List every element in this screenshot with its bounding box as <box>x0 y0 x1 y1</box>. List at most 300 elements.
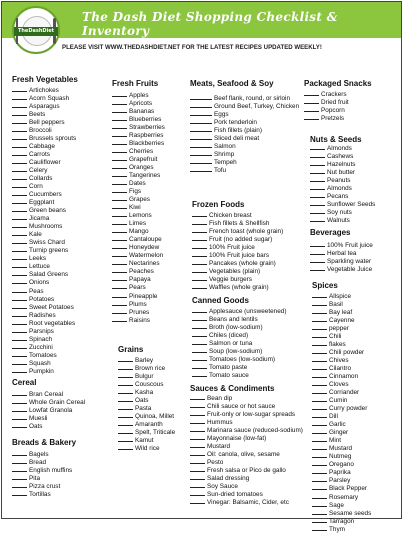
checklist-item[interactable] <box>312 461 354 469</box>
checklist-item[interactable] <box>112 252 163 260</box>
checklist-item[interactable] <box>190 491 263 499</box>
checklist-item[interactable] <box>112 284 146 292</box>
check-line[interactable] <box>12 274 27 276</box>
check-line[interactable] <box>192 335 207 337</box>
check-line[interactable] <box>12 98 27 100</box>
check-line[interactable] <box>112 239 127 241</box>
check-line[interactable] <box>190 486 205 488</box>
check-line[interactable] <box>12 454 27 456</box>
check-line[interactable] <box>312 521 327 523</box>
check-line[interactable] <box>192 223 207 225</box>
checklist-item[interactable] <box>312 317 355 325</box>
checklist-item[interactable] <box>310 185 352 193</box>
checklist-item[interactable] <box>118 381 163 389</box>
check-line[interactable] <box>190 162 212 164</box>
checklist-item[interactable] <box>112 293 157 301</box>
check-line[interactable] <box>112 296 127 298</box>
check-line[interactable] <box>12 323 27 325</box>
check-line[interactable] <box>190 114 212 116</box>
checklist-item[interactable] <box>312 413 338 421</box>
checklist-item[interactable] <box>12 119 65 127</box>
check-line[interactable] <box>190 502 205 504</box>
check-line[interactable] <box>190 98 212 100</box>
check-line[interactable] <box>12 266 27 268</box>
checklist-item[interactable] <box>190 135 259 143</box>
checklist-item[interactable] <box>310 217 350 225</box>
check-line[interactable] <box>12 478 27 480</box>
checklist-item[interactable] <box>312 437 341 445</box>
checklist-item[interactable] <box>12 191 62 199</box>
checklist-item[interactable] <box>12 151 50 159</box>
checklist-item[interactable] <box>12 183 43 191</box>
check-line[interactable] <box>12 138 27 140</box>
check-line[interactable] <box>12 114 27 116</box>
checklist-item[interactable] <box>310 145 352 153</box>
checklist-item[interactable] <box>12 263 50 271</box>
checklist-item[interactable] <box>310 250 357 258</box>
check-line[interactable] <box>112 271 127 273</box>
check-line[interactable] <box>192 279 207 281</box>
check-line[interactable] <box>112 287 127 289</box>
checklist-item[interactable] <box>112 180 146 188</box>
check-line[interactable] <box>12 194 27 196</box>
check-line[interactable] <box>12 426 27 428</box>
checklist-item[interactable] <box>312 357 349 365</box>
check-line[interactable] <box>312 320 327 322</box>
check-line[interactable] <box>12 331 27 333</box>
checklist-item[interactable] <box>192 356 275 364</box>
checklist-item[interactable] <box>310 193 348 201</box>
checklist-item[interactable] <box>312 518 354 526</box>
check-line[interactable] <box>312 400 327 402</box>
checklist-item[interactable] <box>304 115 344 123</box>
check-line[interactable] <box>12 291 27 293</box>
checklist-item[interactable] <box>312 494 358 502</box>
check-line[interactable] <box>112 143 127 145</box>
checklist-item[interactable] <box>312 389 359 397</box>
checklist-item[interactable] <box>190 451 280 459</box>
check-line[interactable] <box>312 360 327 362</box>
check-line[interactable] <box>312 352 327 354</box>
checklist-item[interactable] <box>190 435 266 443</box>
checklist-item[interactable] <box>312 341 346 349</box>
checklist-item[interactable] <box>192 260 276 268</box>
checklist-item[interactable] <box>310 242 373 250</box>
check-line[interactable] <box>192 263 207 265</box>
checklist-item[interactable] <box>192 332 248 340</box>
checklist-item[interactable] <box>112 317 150 325</box>
check-line[interactable] <box>112 191 127 193</box>
check-line[interactable] <box>312 384 327 386</box>
check-line[interactable] <box>112 159 127 161</box>
check-line[interactable] <box>12 226 27 228</box>
checklist-item[interactable] <box>192 220 269 228</box>
check-line[interactable] <box>312 529 327 531</box>
check-line[interactable] <box>192 271 207 273</box>
checklist-item[interactable] <box>112 164 154 172</box>
checklist-item[interactable] <box>312 445 352 453</box>
checklist-item[interactable] <box>12 415 47 423</box>
checklist-item[interactable] <box>304 107 345 115</box>
checklist-item[interactable] <box>118 397 149 405</box>
checklist-item[interactable] <box>312 429 348 437</box>
check-line[interactable] <box>190 438 205 440</box>
checklist-item[interactable] <box>310 161 355 169</box>
check-line[interactable] <box>192 239 207 241</box>
checklist-item[interactable] <box>190 119 257 127</box>
checklist-item[interactable] <box>112 188 141 196</box>
check-line[interactable] <box>192 319 207 321</box>
check-line[interactable] <box>12 210 27 212</box>
checklist-item[interactable] <box>310 209 352 217</box>
checklist-item[interactable] <box>112 100 152 108</box>
checklist-item[interactable] <box>310 201 375 209</box>
checklist-item[interactable] <box>190 167 226 175</box>
checklist-item[interactable] <box>312 397 347 405</box>
check-line[interactable] <box>12 494 27 496</box>
checklist-item[interactable] <box>190 103 299 111</box>
checklist-item[interactable] <box>192 252 269 260</box>
check-line[interactable] <box>310 245 325 247</box>
checklist-item[interactable] <box>12 175 52 183</box>
check-line[interactable] <box>190 414 205 416</box>
checklist-item[interactable] <box>112 124 165 132</box>
check-line[interactable] <box>12 402 27 404</box>
check-line[interactable] <box>112 312 127 314</box>
check-line[interactable] <box>310 180 325 182</box>
checklist-item[interactable] <box>310 169 355 177</box>
checklist-item[interactable] <box>118 389 153 397</box>
checklist-item[interactable] <box>190 395 232 403</box>
checklist-item[interactable] <box>12 167 47 175</box>
checklist-item[interactable] <box>12 271 68 279</box>
checklist-item[interactable] <box>192 268 260 276</box>
check-line[interactable] <box>12 363 27 365</box>
checklist-item[interactable] <box>12 247 68 255</box>
checklist-item[interactable] <box>112 276 151 284</box>
check-line[interactable] <box>12 282 27 284</box>
check-line[interactable] <box>310 220 325 222</box>
checklist-item[interactable] <box>190 151 234 159</box>
check-line[interactable] <box>118 408 133 410</box>
check-line[interactable] <box>312 416 327 418</box>
checklist-item[interactable] <box>190 467 286 475</box>
check-line[interactable] <box>12 307 27 309</box>
check-line[interactable] <box>310 148 325 150</box>
checklist-item[interactable] <box>112 212 152 220</box>
check-line[interactable] <box>192 351 207 353</box>
check-line[interactable] <box>118 360 133 362</box>
check-line[interactable] <box>312 392 327 394</box>
checklist-item[interactable] <box>118 437 153 445</box>
check-line[interactable] <box>312 336 327 338</box>
checklist-item[interactable] <box>312 477 350 485</box>
check-line[interactable] <box>112 279 127 281</box>
check-line[interactable] <box>112 103 127 105</box>
checklist-item[interactable] <box>190 159 237 167</box>
check-line[interactable] <box>310 212 325 214</box>
checklist-item[interactable] <box>190 127 262 135</box>
check-line[interactable] <box>112 231 127 233</box>
checklist-item[interactable] <box>304 99 349 107</box>
check-line[interactable] <box>192 367 207 369</box>
check-line[interactable] <box>310 156 325 158</box>
check-line[interactable] <box>312 424 327 426</box>
checklist-item[interactable] <box>190 411 295 419</box>
checklist-item[interactable] <box>112 260 160 268</box>
check-line[interactable] <box>190 122 212 124</box>
check-line[interactable] <box>12 162 27 164</box>
check-line[interactable] <box>12 299 27 301</box>
check-line[interactable] <box>312 464 327 466</box>
check-line[interactable] <box>12 90 27 92</box>
check-line[interactable] <box>312 304 327 306</box>
check-line[interactable] <box>112 151 127 153</box>
checklist-item[interactable] <box>12 312 56 320</box>
checklist-item[interactable] <box>192 324 263 332</box>
check-line[interactable] <box>310 172 325 174</box>
checklist-item[interactable] <box>12 239 65 247</box>
check-line[interactable] <box>190 146 212 148</box>
check-line[interactable] <box>190 494 205 496</box>
check-line[interactable] <box>304 94 319 96</box>
check-line[interactable] <box>12 410 27 412</box>
check-line[interactable] <box>304 110 319 112</box>
check-line[interactable] <box>12 234 27 236</box>
check-line[interactable] <box>12 347 27 349</box>
check-line[interactable] <box>312 513 327 515</box>
checklist-item[interactable] <box>310 177 350 185</box>
check-line[interactable] <box>118 392 133 394</box>
checklist-item[interactable] <box>312 333 341 341</box>
check-line[interactable] <box>304 118 319 120</box>
checklist-item[interactable] <box>12 451 49 459</box>
check-line[interactable] <box>12 146 27 148</box>
check-line[interactable] <box>112 95 127 97</box>
checklist-item[interactable] <box>112 140 164 148</box>
checklist-item[interactable] <box>190 443 230 451</box>
checklist-item[interactable] <box>12 111 45 119</box>
checklist-item[interactable] <box>112 156 157 164</box>
checklist-item[interactable] <box>12 336 52 344</box>
checklist-item[interactable] <box>12 135 76 143</box>
checklist-item[interactable] <box>12 368 54 376</box>
checklist-item[interactable] <box>190 143 236 151</box>
check-line[interactable] <box>190 470 205 472</box>
checklist-item[interactable] <box>12 159 61 167</box>
check-line[interactable] <box>118 448 133 450</box>
check-line[interactable] <box>112 111 127 113</box>
check-line[interactable] <box>312 328 327 330</box>
checklist-item[interactable] <box>192 316 258 324</box>
check-line[interactable] <box>192 359 207 361</box>
checklist-item[interactable] <box>312 453 351 461</box>
check-line[interactable] <box>118 424 133 426</box>
check-line[interactable] <box>190 406 205 408</box>
checklist-item[interactable] <box>190 403 275 411</box>
checklist-item[interactable] <box>12 475 40 483</box>
check-line[interactable] <box>112 207 127 209</box>
checklist-item[interactable] <box>12 223 62 231</box>
checklist-item[interactable] <box>112 236 162 244</box>
check-line[interactable] <box>312 368 327 370</box>
checklist-item[interactable] <box>312 365 351 373</box>
checklist-item[interactable] <box>12 399 85 407</box>
check-line[interactable] <box>12 418 27 420</box>
checklist-item[interactable] <box>192 372 249 380</box>
check-line[interactable] <box>312 488 327 490</box>
checklist-item[interactable] <box>118 421 163 429</box>
check-line[interactable] <box>118 376 133 378</box>
check-line[interactable] <box>190 398 205 400</box>
checklist-item[interactable] <box>118 413 174 421</box>
check-line[interactable] <box>192 327 207 329</box>
checklist-item[interactable] <box>112 116 161 124</box>
check-line[interactable] <box>12 250 27 252</box>
check-line[interactable] <box>112 135 127 137</box>
check-line[interactable] <box>112 175 127 177</box>
checklist-item[interactable] <box>190 419 233 427</box>
check-line[interactable] <box>118 440 133 442</box>
checklist-item[interactable] <box>12 360 51 368</box>
check-line[interactable] <box>190 422 205 424</box>
check-line[interactable] <box>310 196 325 198</box>
checklist-item[interactable] <box>312 301 343 309</box>
checklist-item[interactable] <box>112 220 146 228</box>
checklist-item[interactable] <box>12 255 46 263</box>
checklist-item[interactable] <box>12 279 49 287</box>
checklist-item[interactable] <box>12 304 74 312</box>
checklist-item[interactable] <box>118 373 153 381</box>
checklist-item[interactable] <box>118 405 151 413</box>
check-line[interactable] <box>312 472 327 474</box>
checklist-item[interactable] <box>12 143 55 151</box>
checklist-item[interactable] <box>12 199 54 207</box>
checklist-item[interactable] <box>190 483 238 491</box>
checklist-item[interactable] <box>190 111 229 119</box>
checklist-item[interactable] <box>312 469 351 477</box>
check-line[interactable] <box>118 416 133 418</box>
check-line[interactable] <box>12 355 27 357</box>
check-line[interactable] <box>112 199 127 201</box>
checklist-item[interactable] <box>312 373 358 381</box>
checklist-item[interactable] <box>12 423 43 431</box>
check-line[interactable] <box>12 486 27 488</box>
checklist-item[interactable] <box>192 364 247 372</box>
check-line[interactable] <box>312 296 327 298</box>
check-line[interactable] <box>192 247 207 249</box>
check-line[interactable] <box>312 344 327 346</box>
check-line[interactable] <box>192 215 207 217</box>
checklist-item[interactable] <box>118 365 165 373</box>
checklist-item[interactable] <box>192 284 269 292</box>
check-line[interactable] <box>310 269 325 271</box>
check-line[interactable] <box>112 215 127 217</box>
check-line[interactable] <box>12 154 27 156</box>
checklist-item[interactable] <box>192 348 262 356</box>
checklist-item[interactable] <box>112 244 159 252</box>
checklist-item[interactable] <box>12 87 59 95</box>
check-line[interactable] <box>12 258 27 260</box>
checklist-item[interactable] <box>304 91 347 99</box>
checklist-item[interactable] <box>118 445 160 453</box>
check-line[interactable] <box>310 188 325 190</box>
checklist-item[interactable] <box>190 499 289 507</box>
check-line[interactable] <box>310 204 325 206</box>
check-line[interactable] <box>12 462 27 464</box>
checklist-item[interactable] <box>12 328 54 336</box>
checklist-item[interactable] <box>310 266 372 274</box>
check-line[interactable] <box>304 102 319 104</box>
check-line[interactable] <box>192 343 207 345</box>
checklist-item[interactable] <box>192 228 283 236</box>
check-line[interactable] <box>192 255 207 257</box>
check-line[interactable] <box>12 218 27 220</box>
checklist-item[interactable] <box>190 459 223 467</box>
checklist-item[interactable] <box>12 483 60 491</box>
checklist-item[interactable] <box>192 308 286 316</box>
check-line[interactable] <box>192 375 207 377</box>
checklist-item[interactable] <box>12 215 49 223</box>
checklist-item[interactable] <box>312 293 351 301</box>
check-line[interactable] <box>112 223 127 225</box>
check-line[interactable] <box>112 183 127 185</box>
check-line[interactable] <box>112 119 127 121</box>
check-line[interactable] <box>112 320 127 322</box>
checklist-item[interactable] <box>112 108 154 116</box>
checklist-item[interactable] <box>12 407 72 415</box>
check-line[interactable] <box>190 170 212 172</box>
check-line[interactable] <box>312 448 327 450</box>
checklist-item[interactable] <box>12 231 42 239</box>
check-line[interactable] <box>12 371 27 373</box>
checklist-item[interactable] <box>12 127 52 135</box>
check-line[interactable] <box>12 315 27 317</box>
checklist-item[interactable] <box>12 103 60 111</box>
check-line[interactable] <box>312 408 327 410</box>
check-line[interactable] <box>310 164 325 166</box>
checklist-item[interactable] <box>192 236 272 244</box>
checklist-item[interactable] <box>12 320 75 328</box>
check-line[interactable] <box>312 432 327 434</box>
check-line[interactable] <box>190 154 212 156</box>
checklist-item[interactable] <box>312 526 345 534</box>
checklist-item[interactable] <box>112 268 154 276</box>
checklist-item[interactable] <box>12 207 66 215</box>
check-line[interactable] <box>12 394 27 396</box>
checklist-item[interactable] <box>192 212 252 220</box>
checklist-item[interactable] <box>190 427 303 435</box>
checklist-item[interactable] <box>312 325 349 333</box>
checklist-item[interactable] <box>310 153 353 161</box>
check-line[interactable] <box>190 138 212 140</box>
checklist-item[interactable] <box>12 352 57 360</box>
check-line[interactable] <box>118 368 133 370</box>
check-line[interactable] <box>112 247 127 249</box>
check-line[interactable] <box>312 505 327 507</box>
checklist-item[interactable] <box>312 502 344 510</box>
checklist-item[interactable] <box>312 349 364 357</box>
checklist-item[interactable] <box>12 391 63 399</box>
check-line[interactable] <box>12 122 27 124</box>
checklist-item[interactable] <box>12 467 72 475</box>
checklist-item[interactable] <box>192 276 252 284</box>
check-line[interactable] <box>190 478 205 480</box>
checklist-item[interactable] <box>312 309 352 317</box>
checklist-item[interactable] <box>12 491 51 499</box>
checklist-item[interactable] <box>310 258 371 266</box>
check-line[interactable] <box>112 255 127 257</box>
